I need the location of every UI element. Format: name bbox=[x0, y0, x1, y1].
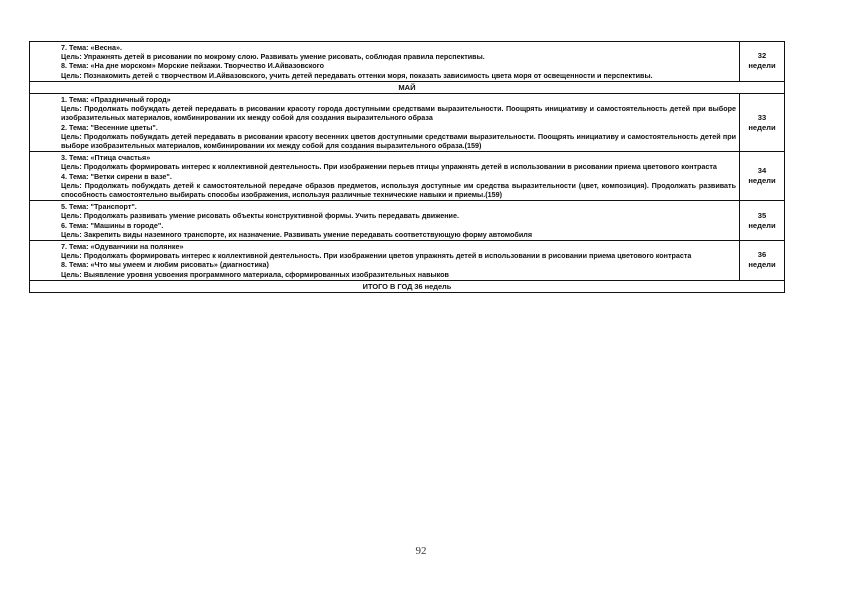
table-row bbox=[30, 152, 785, 201]
topic-line: 5. Тема: "Транспорт". bbox=[61, 202, 137, 212]
goal-line bbox=[33, 71, 736, 80]
week-number: 35 bbox=[757, 210, 767, 220]
year-total: ИТОГО В ГОД 36 недель bbox=[30, 280, 785, 292]
goal-line: Цель: Упражнять детей в рисовании по мокрому слою. Развивать умение рисовать, соблюдая правила перспективы. bbox=[61, 52, 485, 62]
week-cell bbox=[740, 94, 785, 152]
week-cell bbox=[740, 201, 785, 241]
goal-line: Цель: Продолжать побуждать детей передавать в рисовании красоту весенних цветов доступными средствами выразительности. Поощрять инициативу и самостоятельность детей при выборе изобразительных материалов, комбинировании их между собой для создания выразительного образа.(159) bbox=[61, 131, 736, 151]
table-row bbox=[30, 201, 785, 241]
goal-line: Цель: Продолжать формировать интерес к коллективной деятельность. При изображении цветов упражнять детей в использовании в рисовании приема цветового контраста bbox=[61, 251, 692, 261]
topic-line: 8. Тема: «Что мы умеем и любим рисовать» (диагностика) bbox=[61, 260, 269, 270]
month-row bbox=[30, 81, 785, 93]
topic-line: 7. Тема: «Одуванчики на полянке» bbox=[61, 242, 184, 252]
lesson-cell bbox=[30, 241, 740, 281]
goal-line: Цель: Продолжать формировать интерес к коллективной деятельность. При изображении перьев птицы упражнять детей в использовании в рисовании приема цветового контраста bbox=[61, 162, 717, 172]
week-cell bbox=[740, 241, 785, 281]
lesson-cell bbox=[30, 152, 740, 201]
goal-line: Цель: Продолжать побуждать детей к самостоятельной передаче образов предметов, используя доступные им средства выразительности (цвет, композиция). Продолжать развивать способность самостоятельно выбирать способы изображения, используя различные технические навыки и приемы.(159) bbox=[61, 180, 736, 200]
week-number: 34 bbox=[757, 166, 767, 176]
topic-line: 2. Тема: "Весенние цветы". bbox=[61, 122, 158, 132]
week-label: недели bbox=[748, 61, 776, 71]
goal-line: Цель: Закрепить виды наземного транспорте, их назначение. Развивать умение передавать соответствующую форму автомобиля bbox=[61, 229, 533, 239]
week-cell bbox=[740, 152, 785, 201]
lesson-cell bbox=[30, 201, 740, 241]
lesson-cell bbox=[30, 94, 740, 152]
goal-line: Цель: Продолжать развивать умение рисовать объекты конструктивной формы. Учить передавать движение. bbox=[61, 211, 459, 221]
week-number: 32 bbox=[757, 51, 767, 61]
table-row bbox=[30, 94, 785, 152]
week-label: недели bbox=[748, 122, 776, 132]
page-number: 92 bbox=[415, 545, 427, 557]
topic-line: 1. Тема: «Праздничный город» bbox=[61, 95, 171, 105]
lesson-plan-table bbox=[29, 41, 785, 293]
week-number: 36 bbox=[757, 250, 767, 260]
goal-line: Цель: Продолжать побуждать детей передавать в рисовании красоту города доступными средствами выразительности. Поощрять инициативу и самостоятельность детей при выборе изобразительных материалов, комбинировании их между собой для создания выразительного образа bbox=[61, 104, 736, 123]
week-label: недели bbox=[748, 176, 776, 186]
total-row bbox=[30, 280, 785, 292]
topic-line: 4. Тема: "Ветки сирени в вазе". bbox=[61, 171, 172, 181]
topic-line: 3. Тема: «Птица счастья» bbox=[61, 153, 151, 163]
month-heading: МАЙ bbox=[30, 81, 785, 93]
goal-line: Цель: Выявление уровня усвоения программного материала, сформированных изобразительных навыков bbox=[61, 269, 449, 279]
goal-text: Цель: Познакомить детей с творчеством И.Айвазовского, учить детей передавать оттенки моря, показать зависимость цвета моря от освещенности и перспективы. bbox=[61, 70, 653, 80]
week-number: 33 bbox=[757, 112, 767, 122]
week-label: недели bbox=[748, 220, 776, 230]
table-row bbox=[30, 42, 785, 82]
topic-line: 6. Тема: "Машины в городе". bbox=[61, 220, 164, 230]
table-row bbox=[30, 241, 785, 281]
lesson-cell bbox=[30, 42, 740, 82]
week-cell bbox=[740, 42, 785, 82]
topic-line: 8. Тема: «На дне морском» Морские пейзажи. Творчество И.Айвазовского bbox=[61, 61, 324, 71]
topic-line: 7. Тема: «Весна». bbox=[61, 43, 122, 52]
week-label: недели bbox=[748, 260, 776, 270]
